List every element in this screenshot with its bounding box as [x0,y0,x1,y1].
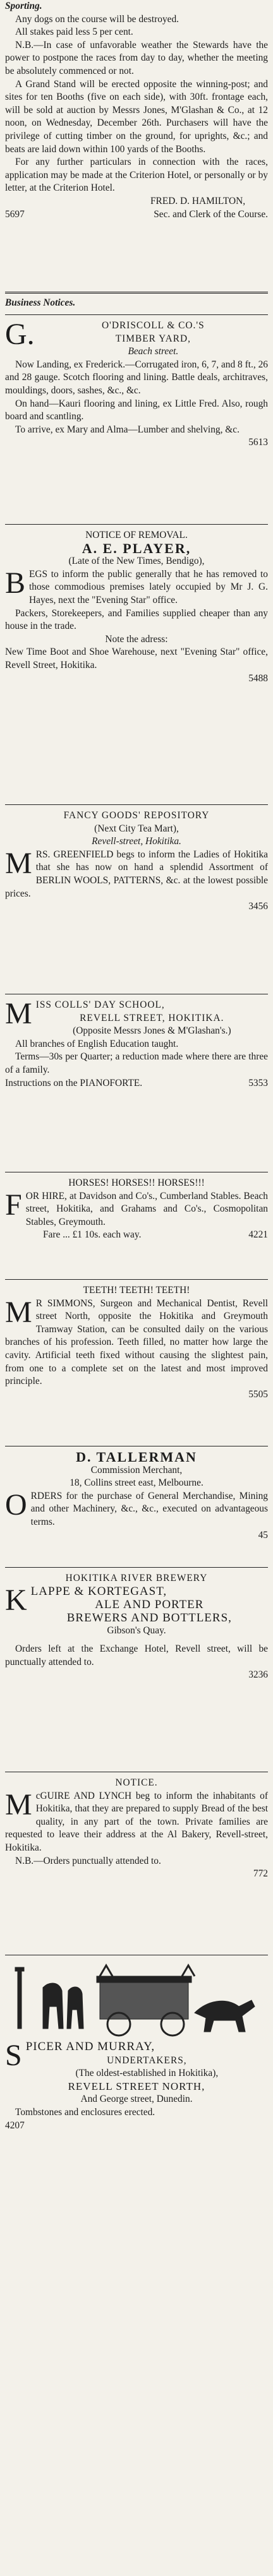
brewery-address: Gibson's Quay. [107,1625,166,1637]
notice-line: cGUIRE AND LYNCH beg to inform the inhabitants of Hokitika, that they are prepared to supply Bread of the best quality, in any part of the town. Private families are requested to leave their address at the Al Bakery, Revell-street, Hokitika. [5,1790,268,1853]
notice-line: N.B.—Orders punctually attended to. [15,1855,161,1866]
sporting-signatory-title: Sec. and Clerk of the Course. [154,208,268,220]
hearse-engraving [5,1962,268,2038]
teeth-number: 5505 [248,1388,268,1400]
brewery-title3: BREWERS AND BOTTLERS, [66,1611,232,1625]
divider [5,292,268,294]
tallerman-dropcap: O [5,1488,27,1522]
teeth-line: R SIMMONS, Surgeon and Mechanical Dentist, Revell street North, opposite the Hokitika and Greymouth Tramway Station, can be consulted daily on the various branches of his profession. Teeth filled, no matter how large the cavity. Artificial teeth fixed without causing the slightest pain, from one to a complete set on the latest and most improved principle. [5,1297,268,1387]
school-dropcap: M [5,999,32,1030]
undertakers-dropcap: S [5,2039,22,2072]
fancy-goods-dropcap: M [5,846,32,880]
undertakers-address2: And George street, Dunedin. [80,2094,193,2105]
horses-line: OR HIRE, at Davidson and Co's., Cumberland Stables. Beach street, Hokitika, and Grahams and Co's., Cosmopolitan Stables, Greymouth. [25,1190,268,1227]
undertakers-number: 4207 [5,2120,25,2131]
sporting-ad [5,0,268,287]
sporting-line: A Grand Stand will be erected opposite the winning-post; and sites for ten Booths (five on each side), with 30ft. frontage each, will be sold at auction by Messrs Jones, M'Glashan & Co., at 12 noon, on Wednesday, December 26th. Purchasers will have the privilege of cutting timber on the ground, for uprights, &c.; and beats are laid down within 100 yards of the Booths. [5,78,268,155]
school-note: (Opposite Messrs Jones & M'Glashan's.) [73,1025,231,1037]
school-number: 5353 [248,1077,268,1088]
school-address: REVELL STREET, HOKITIKA. [80,1012,224,1023]
removal-dropcap: B [5,566,26,600]
notice-ad [5,1777,268,1951]
brewery-line: Orders left at the Exchange Hotel, Revell street, will be punctually attended to. [5,1643,268,1667]
horses-number: 4221 [248,1229,268,1241]
undertakers-ad [5,1960,268,2197]
fancy-goods-ad [5,809,268,990]
sporting-line: For any further particulars in connection with the races, application may be made at the Criterion Hotel, or personally or by letter, at the Criterion Hotel. [5,157,268,194]
divider [5,1279,268,1280]
sporting-line: All stakes paid less 5 per cent. [15,27,133,38]
brewery-ad [5,1572,268,1768]
sporting-number: 5697 [5,208,25,220]
timber-yard-address: Beach street. [128,346,179,357]
brewery-heading: HOKITIKA RIVER BREWERY [65,1573,208,1583]
teeth-ad [5,1284,268,1442]
undertakers-line: Tombstones and enclosures erected. [15,2106,155,2118]
undertakers-note: (The oldest-established in Hokitika), [75,2068,219,2079]
tallerman-line: RDERS for the purchase of General Merchandise, Mining and other Machinery, &c., &c., executed on advantageous terms. [30,1490,268,1527]
brewery-title1: LAPPE & KORTEGAST, [30,1584,167,1598]
undertakers-subtitle: UNDERTAKERS, [107,2054,187,2066]
school-title: ISS COLLS' DAY SCHOOL, [35,999,165,1010]
fancy-goods-line: RS. GREENFIELD begs to inform the Ladies of Hokitika that she has now on hand a splendid Assortment of BERLIN WOOLS, PATTERNS, &c. at the lowest possible prices. [5,849,268,899]
timber-yard-line: Now Landing, ex Frederick.—Corrugated iron, 6, 7, and 8 ft., 26 and 28 gauge. Scotch flooring and lining. Battle deals, architraves, mouldings, doors, sashes, &c., &c. [5,359,268,396]
horses-ad [5,1177,268,1275]
tallerman-title: Commission Merchant, [90,1464,183,1476]
notice-number: 772 [253,1868,268,1880]
tallerman-address: 18, Collins street east, Melbourne. [70,1477,203,1489]
sporting-line: N.B.—In case of unfavorable weather the Stewards have the power to postpone the races from day to day, whether the meeting be absolutely commenced or not. [5,39,268,76]
divider [5,314,268,315]
removal-heading: NOTICE OF REMOVAL. [85,530,188,540]
divider [5,524,268,525]
school-line: Terms—30s per Quarter; a reduction made where there are three of a family. [5,1051,268,1075]
tallerman-name: D. TALLERMAN [76,1451,197,1465]
brewery-number: 3236 [248,1669,268,1681]
removal-line: Note the adress: [105,633,168,645]
divider [5,1567,268,1568]
removal-name: A. E. PLAYER, [82,540,191,556]
tallerman-ad [5,1451,268,1563]
fancy-goods-number: 3456 [248,901,268,912]
horses-heading: HORSES! HORSES!! HORSES!!! [68,1178,205,1188]
timber-yard-number: 5613 [248,437,268,448]
fancy-goods-sub2: Revell-street, Hokitika. [92,836,181,847]
sporting-line: Any dogs on the course will be destroyed. [15,13,179,25]
business-notices-header [5,297,268,312]
removal-line: EGS to inform the public generally that he has removed to those commodious premises lately occupied by Mr J. G. Hayes, next the "Evening Star" office. [29,568,268,605]
fancy-goods-sub1: (Next City Tea Mart), [94,823,179,834]
brewery-title2: ALE AND PORTER [95,1598,204,1612]
undertakers-address1: REVELL STREET NORTH, [68,2080,205,2092]
removal-former: (Late of the New Times, Bendigo), [68,556,205,567]
business-notices-heading: Business Notices. [5,297,76,308]
divider [5,804,268,805]
sporting-heading: Sporting. [5,1,42,11]
timber-yard-ad [5,319,268,520]
timber-yard-title: O'DRISCOLL & CO.'S [101,320,205,331]
notice-heading: NOTICE. [115,1777,158,1788]
removal-number: 5488 [248,672,268,684]
undertakers-title: PICER AND MURRAY, [25,2040,155,2053]
school-line: Instructions on the PIANOFORTE. [5,1077,143,1088]
teeth-heading: TEETH! TEETH! TEETH! [83,1285,190,1296]
teeth-dropcap: M [5,1295,32,1329]
notice-dropcap: M [5,1787,32,1822]
horses-dropcap: F [5,1188,22,1222]
tallerman-number: 45 [258,1529,268,1541]
horses-fare: Fare ... £1 10s. each way. [43,1229,142,1241]
fancy-goods-heading: FANCY GOODS' REPOSITORY [63,810,210,821]
timber-yard-dropcap: G. [5,319,35,351]
timber-yard-subtitle: TIMBER YARD, [115,333,191,344]
sporting-signatory: FRED. D. HAMILTON, [150,195,246,206]
brewery-dropcap: K [5,1583,27,1617]
removal-ad [5,529,268,801]
removal-line: New Time Boot and Shoe Warehouse, next "Evening Star" office, Revell Street, Hokitika. [5,647,268,671]
timber-yard-line: On hand—Kauri flooring and lining, ex Little Fred. Also, rough board and scantling. [5,398,268,422]
timber-yard-line: To arrive, ex Mary and Alma—Lumber and shelving, &c. [15,424,240,435]
school-ad [5,999,268,1168]
school-line: All branches of English Education taught. [15,1038,179,1049]
removal-line: Packers, Storekeepers, and Families supplied cheaper than any house in the trade. [5,607,268,632]
